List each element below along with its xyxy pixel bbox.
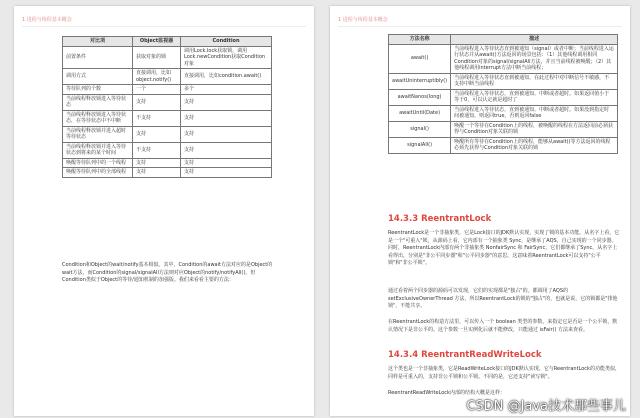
table-row <box>63 142 272 158</box>
table-cell: 一个 <box>133 85 181 95</box>
right-page <box>330 6 630 416</box>
table-cell: 支持 <box>181 126 272 142</box>
table-cell: 唤醒等待队列中的一个线程 <box>63 158 133 168</box>
table-cell: 调用方式 <box>63 69 133 85</box>
table-cell: 当前线程释放锁进入等待状态，在等待状态中不中断 <box>63 110 133 126</box>
table-row <box>63 126 272 142</box>
table-cell: 支持 <box>181 94 272 110</box>
table-row <box>389 105 618 121</box>
page-header: 1 进程与线程基本概念 <box>22 17 72 23</box>
table-cell: await() <box>389 44 451 73</box>
table-cell: awaitNanos(long) <box>389 89 451 105</box>
table-cell: 支持 <box>133 126 181 142</box>
table-cell: 支持 <box>181 142 272 158</box>
table-cell: 当前线程释放锁进入等待状态 <box>63 94 133 110</box>
table-cell: awaitUntil(Date) <box>389 105 451 121</box>
table-row <box>389 44 618 73</box>
comparison-table <box>62 36 272 178</box>
table-cell: 前置条件 <box>63 46 133 69</box>
table-row <box>63 110 272 126</box>
header-divider <box>338 26 622 27</box>
table-cell: 唤醒等待队列中的全部线程 <box>63 168 133 178</box>
table-cell: awaitUninterruptibly() <box>389 73 451 89</box>
table-cell: 唤醒一个等待在Condition上的线程，被唤醒的线程在方法返回前必须获得与Condition对象关联的锁 <box>451 121 618 137</box>
body-paragraph: 这个类也是一个非抽象类，它是ReadWriteLock接口的JDK默认实现。它与ReentrantLock的功能类似，同样是可重入的，支持非公平锁和公平锁。不同的是，它还支持"读写锁"。 <box>388 366 620 380</box>
table-cell: signalAll() <box>389 137 451 153</box>
header-divider <box>22 26 306 27</box>
column-header: 对比项 <box>63 37 133 47</box>
table-row <box>389 73 618 89</box>
table-cell: 当前线程进入等待状态直到被通知，在此过程中对中断信号不敏感，不支持中断当前线程 <box>451 73 618 89</box>
method-table <box>388 34 618 154</box>
left-page <box>14 6 314 416</box>
table-row <box>63 168 272 178</box>
table-cell: 唤醒所有等待在Condition上的线程，能够从await()等方法返回的线程必须先获得与Condition对象关联的锁 <box>451 137 618 153</box>
section-title: 14.3.4 ReentrantReadWriteLock <box>388 350 542 360</box>
table-cell: 当前线程释放锁并进入超时等待状态 <box>63 126 133 142</box>
table-cell: 当前线程释放锁并进入等待状态到将来的某个时间 <box>63 142 133 158</box>
page-header: 1 进程与线程基本概念 <box>338 17 388 23</box>
table-cell: 等待队列的个数 <box>63 85 133 95</box>
body-paragraph: ReentrantLock是一个非抽象类，它是Lock接口的JDK默认实现，实现了锁的基本功能。从名字上看，它是一个"可重入"锁，从源码上看，它内部有一个抽象类 Sync，是继承了AQS，自己实现的一个同步器。同时，ReentrantLock内部有两个非抽象类 NonfairSync 和 FairSync，它们都继承了Sync。从名字上看得出，分别是"非公平同步器"和"公平同步器"的意思。这意味着ReentrantLock可以支持"公平锁"和"非公平锁"。 <box>388 230 620 266</box>
table-cell: 当前线程进入等待状态，直到被通知、中断或者超时。如果返回值小于等于0，可以认定就是超时了 <box>451 89 618 105</box>
table-row <box>389 89 618 105</box>
table-cell: 多个 <box>181 85 272 95</box>
column-header: 描述 <box>451 35 618 45</box>
body-paragraph: ReentrantReadWriteLock内部的结构大概是这样： <box>388 390 505 396</box>
table-cell: 支持 <box>133 158 181 168</box>
table-cell: 不支持 <box>133 110 181 126</box>
table-cell: 直接调用，比如object.notify() <box>133 69 181 85</box>
table-cell: 直接调用，比如condition.await() <box>181 69 272 85</box>
table-cell: 当前线程进入等待状态直到被通知（signal）或者中断；当前线程进入运行状态并从await()方法返回的场景包括：（1）其他线程调用相同Condition对象的signal/signalAll方法，并且当前线程被唤醒；（2）其他线程调用interrupt方法中断当前线程； <box>451 44 618 73</box>
table-row <box>389 137 618 153</box>
table-cell: 支持 <box>181 110 272 126</box>
table-cell: 支持 <box>133 94 181 110</box>
watermark: CSDN @Java技术那些事儿 <box>466 399 626 414</box>
table-cell: 不支持 <box>133 142 181 158</box>
column-header: Condition <box>181 37 272 47</box>
section-title: 14.3.3 ReentrantLock <box>388 214 492 224</box>
table-cell: 获取对象的锁 <box>133 46 181 69</box>
table-row <box>63 85 272 95</box>
table-row <box>63 46 272 69</box>
table-row <box>63 158 272 168</box>
table-cell: 支持 <box>181 168 272 178</box>
body-paragraph: 通过看着两个同步器的源码可以发现，它们的实现都是"独占"的。都调用了AQS的 setExclusiveOwnerThread 方法，所以ReentrantLock的锁的"独占"的，也就是说，它的锁都是"排他锁"，不能共享。 <box>388 288 618 309</box>
body-paragraph: 在ReentrantLock的构造方法里，可以传入一个 boolean 类型的参数，来指定它是否是一个公平锁，默认情况下是非公平的。这个参数一旦实例化后就不能修改，只能通过 isFair() 方法来查看。 <box>388 319 618 333</box>
table-row <box>63 69 272 85</box>
table-cell: 支持 <box>133 168 181 178</box>
column-header: 方法名称 <box>389 35 451 45</box>
column-header: Object监视器 <box>133 37 181 47</box>
table-row <box>389 121 618 137</box>
body-paragraph: Condition和Object的wait/notify基本相似。其中，Condition的await方法对应的是Object的wait方法，而Condition的signal/signalAll方法则对应Object的notify/notifyAll()。但Condition类似于Object的等待/通知机制的加强版。我们来看看主要的方法： <box>62 262 273 283</box>
table-cell: signal() <box>389 121 451 137</box>
table-cell: 支持 <box>181 158 272 168</box>
table-row <box>63 94 272 110</box>
table-cell: 调用Lock.lock获取锁，调用Lock.newCondition获取Condition对象 <box>181 46 272 69</box>
table-cell: 当前线程进入等待状态，直到被通知、中断或者超时。如果没到指定时间被通知，则返回true，否则返回false <box>451 105 618 121</box>
